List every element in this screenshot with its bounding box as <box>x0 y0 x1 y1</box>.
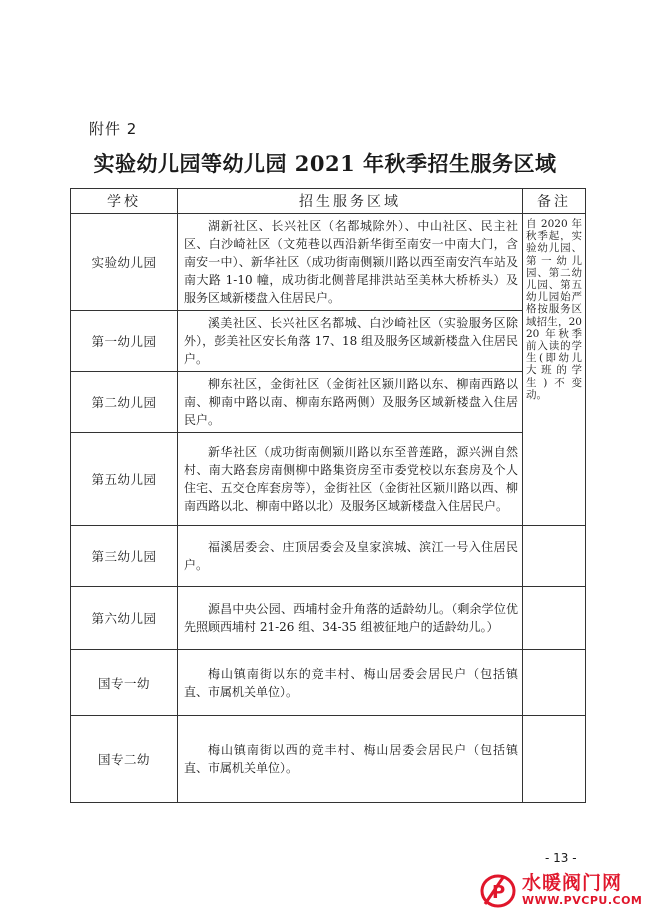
school-name: 实验幼儿园 <box>71 214 178 311</box>
table-row <box>71 311 586 372</box>
table-row <box>71 526 586 587</box>
service-area: 湖新社区、长兴社区（名都城除外）、中山社区、民主社区、白沙崎社区（文苑巷以西沿新华街至南安一中南大门，含南安一中）、新华社区（成功街南侧颍川路以西至南安汽车站及南大路 1-10 幢，成功街北侧普尾排洪站至美林大桥桥头）及服务区域新楼盘入住居民户。 <box>178 214 523 311</box>
enrollment-table <box>70 188 586 803</box>
table-header-row <box>71 189 586 214</box>
service-area: 新华社区（成功街南侧颍川路以东至普莲路，源兴洲自然村、南大路套房南侧柳中路集资房至市委党校以东套房及个人住宅、五交仓库套房等），金街社区（金街社区颍川路以西、柳南西路以北、柳南中路以北）及服务区域新楼盘入住居民户。 <box>178 433 523 526</box>
service-area: 梅山镇南街以西的竞丰村、梅山居委会居民户（包括镇直、市属机关单位）。 <box>178 716 523 803</box>
service-area: 溪美社区、长兴社区名都城、白沙崎社区（实验服务区除外），彭美社区安长角落 17、18 组及服务区域新楼盘入住居民户。 <box>178 311 523 372</box>
watermark-url: WWW.PVCPU.COM <box>522 894 643 907</box>
table-row <box>71 716 586 803</box>
school-name: 第二幼儿园 <box>71 372 178 433</box>
table-row <box>71 372 586 433</box>
watermark-site-name: 水暖阀门网 <box>522 872 623 894</box>
header-note: 备注 <box>523 189 586 214</box>
table-row <box>71 650 586 716</box>
school-name: 第三幼儿园 <box>71 526 178 587</box>
service-area: 梅山镇南街以东的竞丰村、梅山居委会居民户（包括镇直、市属机关单位）。 <box>178 650 523 716</box>
empty-note-cell <box>523 650 586 716</box>
school-name: 国专二幼 <box>71 716 178 803</box>
empty-note-cell <box>523 716 586 803</box>
header-school: 学校 <box>71 189 178 214</box>
table-row <box>71 214 586 311</box>
school-name: 第五幼儿园 <box>71 433 178 526</box>
watermark-logo-icon <box>480 870 518 910</box>
empty-note-cell <box>523 587 586 650</box>
empty-note-cell <box>523 526 586 587</box>
school-name: 国专一幼 <box>71 650 178 716</box>
service-area: 福溪居委会、庄顶居委会及皇家滨城、滨江一号入住居民户。 <box>178 526 523 587</box>
table-row <box>71 433 586 526</box>
table-row <box>71 587 586 650</box>
document-title: 实验幼儿园等幼儿园 2021 年秋季招生服务区域 <box>93 151 557 176</box>
header-area: 招生服务区域 <box>178 189 523 214</box>
watermark-logo-letter: P <box>492 882 506 903</box>
attachment-label: 附件 2 <box>89 120 138 138</box>
school-name: 第六幼儿园 <box>71 587 178 650</box>
service-area: 源昌中央公园、西埔村金升角落的适龄幼儿。（剩余学位优先照顾西埔村 21-26 组、34-35 组被征地户的适龄幼儿。） <box>178 587 523 650</box>
remarks-cell: 自 2020 年秋季起，实验幼儿园、第一幼儿园、第二幼儿园、第五幼儿园始严格按服务区域招生，2020 年秋季前入读的学生(即幼儿大班的学生)不变动。 <box>523 214 586 526</box>
page-number: - 13 - <box>545 851 577 865</box>
school-name: 第一幼儿园 <box>71 311 178 372</box>
service-area: 柳东社区，金街社区（金街社区颍川路以东、柳南西路以南、柳南中路以南、柳南东路两侧）及服务区域新楼盘入住居民户。 <box>178 372 523 433</box>
